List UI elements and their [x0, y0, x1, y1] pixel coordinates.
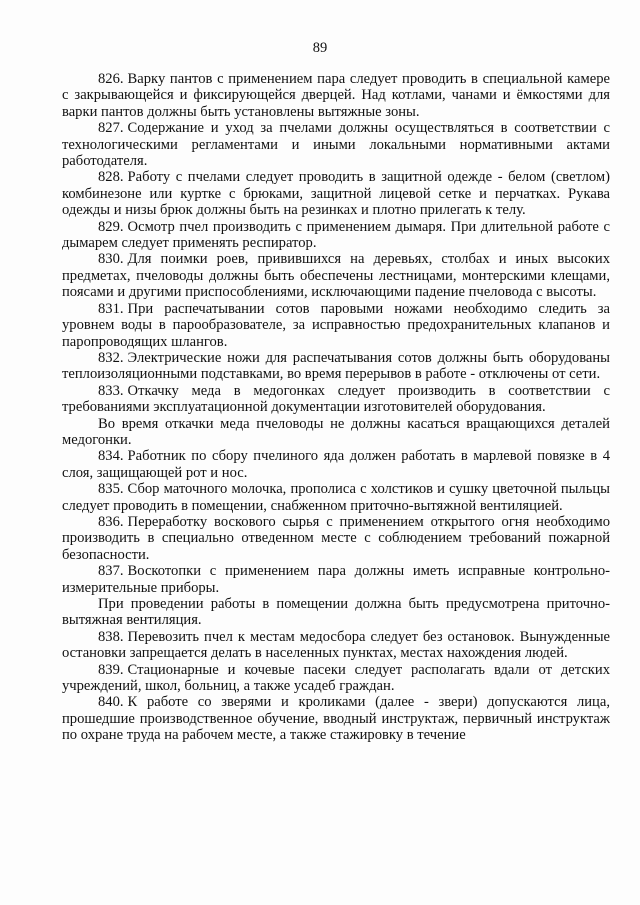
document-body: [62, 71, 610, 744]
clause-number: 837.: [98, 563, 124, 580]
paragraph-833: [62, 383, 610, 416]
clause-text: К работе со зверями и кроликами (далее - звери) допускаются лица, прошедшие производственное обучение, вводный инструктаж, первичный инструктаж по охране труда на рабочем месте, а также стажировку в течение: [62, 694, 610, 744]
clause-text: При проведении работы в помещении должна быть предусмотрена приточно-вытяжная вентиляция.: [62, 596, 610, 629]
clause-number: 833.: [98, 382, 124, 399]
paragraph-829: [62, 219, 610, 252]
clause-text: Для поимки роев, привившихся на деревьях, столбах и иных высоких предметах, пчеловоды должны быть обеспечены лестницами, монтерскими клещами, поясами и другими приспособлениями, исключающими падение пчеловода с высоты.: [62, 251, 610, 301]
clause-number: 838.: [98, 628, 124, 645]
paragraph-831: [62, 301, 610, 350]
paragraph-839: [62, 662, 610, 695]
clause-number: 830.: [98, 251, 124, 268]
paragraph-828: [62, 169, 610, 218]
clause-number: 835.: [98, 481, 124, 498]
clause-number: 839.: [98, 661, 124, 678]
clause-text: Варку пантов с применением пара следует проводить в специальной камере с закрывающейся и фиксирующейся дверцей. Над котлами, чанами и ёмкостями для варки пантов должны быть установлены вытяжные зоны.: [62, 71, 610, 120]
clause-text: При распечатывании сотов паровыми ножами необходимо следить за уровнем воды в парообразователе, за исправностью предохранительных клапанов и паропроводящих шлангов.: [62, 300, 610, 350]
paragraph-835: [62, 481, 610, 514]
clause-text: Стационарные и кочевые пасеки следует располагать вдали от детских учреждений, школ, больниц, а также усадеб граждан.: [62, 661, 610, 695]
paragraph-827: [62, 120, 610, 169]
clause-text: Перевозить пчел к местам медосбора следует без остановок. Вынужденные остановки запрещается делать в населенных пунктах, местах нахождения людей.: [62, 628, 610, 662]
clause-number: 834.: [98, 448, 124, 465]
paragraph-837: [62, 563, 610, 596]
clause-number: 831.: [98, 300, 124, 317]
clause-text: Сбор маточного молочка, прополиса с холстиков и сушку цветочной пыльцы следует проводить в помещении, снабженном приточно-вытяжной вентиляцией.: [62, 481, 610, 514]
clause-text: Работник по сбору пчелиного яда должен работать в марлевой повязке в 4 слоя, защищающей рот и нос.: [62, 448, 610, 481]
clause-number: 840.: [98, 694, 124, 711]
clause-number: 828.: [98, 169, 124, 186]
clause-text: Осмотр пчел производить с применением дымаря. При длительной работе с дымарем следует применять респиратор.: [62, 218, 610, 252]
paragraph-833-continued: [62, 416, 610, 449]
clause-text: Во время откачки меда пчеловоды не должны касаться вращающихся деталей медогонки.: [62, 415, 610, 448]
clause-number: 836.: [98, 513, 124, 530]
page-number: 89: [312, 40, 328, 56]
paragraph-826: [62, 71, 610, 120]
clause-text: Работу с пчелами следует проводить в защитной одежде - белом (светлом) комбинезоне или куртке с брюками, защитной лицевой сетке и перчатках. Рукава одежды и низы брюк должны быть на резинках и плотно прилегать к телу.: [62, 169, 610, 219]
paragraph-836: [62, 514, 610, 563]
clause-number: 832.: [98, 349, 124, 366]
clause-number: 826.: [98, 71, 124, 87]
clause-text: Откачку меда в медогонках следует производить в соответствии с требованиями эксплуатационной документации изготовителей оборудования.: [62, 382, 610, 416]
clause-text: Воскотопки с применением пара должны иметь исправные контрольно-измерительные приборы.: [62, 563, 610, 596]
paragraph-834: [62, 448, 610, 481]
paragraph-838: [62, 629, 610, 662]
paragraph-832: [62, 350, 610, 383]
clause-number: 829.: [98, 218, 124, 235]
clause-text: Переработку воскового сырья с применением открытого огня необходимо производить в специально отведенном месте с соблюдением требований пожарной безопасности.: [62, 513, 610, 563]
clause-text: Электрические ножи для распечатывания сотов должны быть оборудованы теплоизоляционными подставками, во время перерывов в работе - отключены от сети.: [62, 349, 610, 383]
clause-text: Содержание и уход за пчелами должны осуществляться в соответствии с технологическими регламентами и иными локальными нормативными актами работодателя.: [62, 120, 610, 170]
paragraph-840: [62, 694, 610, 743]
paragraph-830: [62, 251, 610, 300]
paragraph-837-continued: [62, 596, 610, 629]
clause-number: 827.: [98, 120, 124, 137]
